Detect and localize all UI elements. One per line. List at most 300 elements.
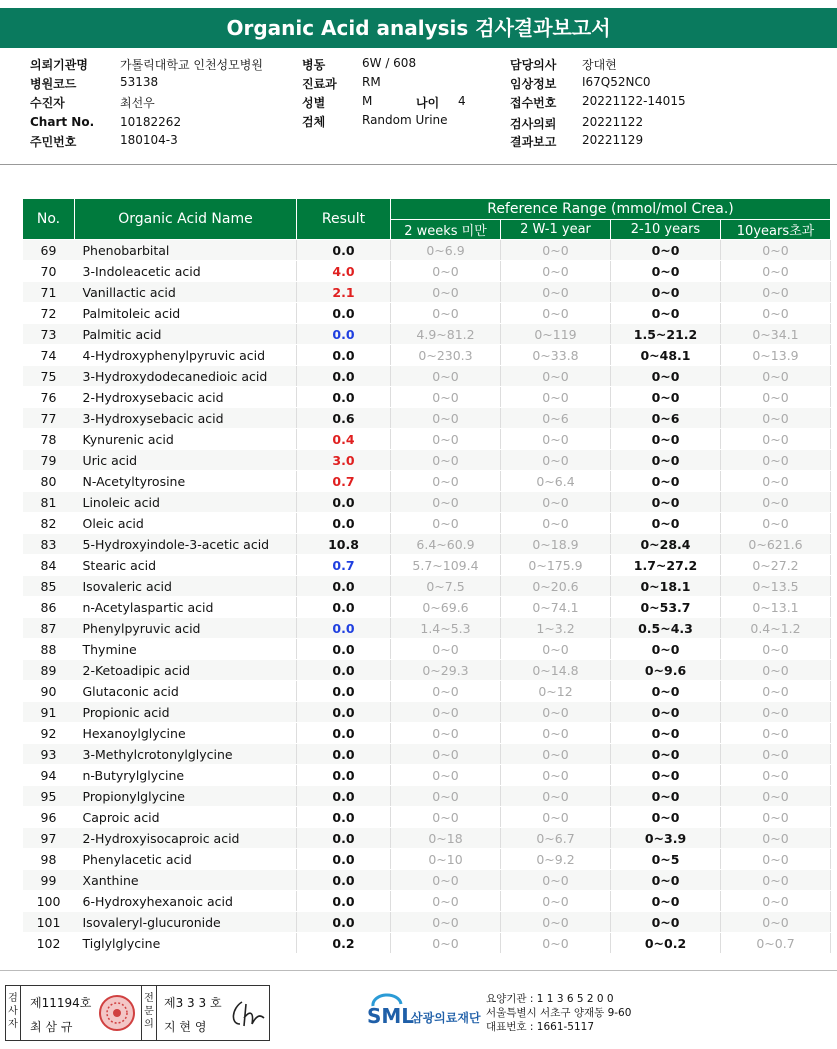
row-number: 78 [23, 429, 75, 450]
range-under-2-weeks: 0~6.9 [391, 240, 501, 261]
range-under-2-weeks: 0~0 [391, 282, 501, 303]
range-2w-1y: 0~0 [501, 786, 611, 807]
row-number: 99 [23, 870, 75, 891]
inspector-label: 검 사 자 [6, 986, 21, 1040]
header-reference-range: Reference Range (mmol/mol Crea.) [391, 199, 831, 220]
table-row [23, 576, 831, 597]
logo-text: SML [367, 1004, 415, 1028]
receipt-label: 접수번호 [510, 96, 557, 110]
hospital-code-value: 53138 [120, 75, 159, 89]
range-2w-1y: 0~0 [501, 891, 611, 912]
row-number: 88 [23, 639, 75, 660]
result-value: 0.0 [297, 912, 391, 933]
acid-name: Stearic acid [75, 555, 297, 576]
acid-name: Phenylacetic acid [75, 849, 297, 870]
result-value: 0.0 [297, 639, 391, 660]
range-2-10y: 0~0 [611, 261, 721, 282]
sex-value: M [362, 94, 373, 108]
acid-name: Tiglylglycine [75, 933, 297, 954]
acid-name: Vanillactic acid [75, 282, 297, 303]
range-under-2-weeks: 5.7~109.4 [391, 555, 501, 576]
table-row [23, 597, 831, 618]
acid-name: 3-Hydroxysebacic acid [75, 408, 297, 429]
table-row [23, 933, 831, 954]
range-2w-1y: 0~6.4 [501, 471, 611, 492]
range-under-2-weeks: 0~0 [391, 261, 501, 282]
range-over-10y: 0~0 [721, 240, 831, 261]
range-under-2-weeks: 0~0 [391, 639, 501, 660]
range-2-10y: 0~53.7 [611, 597, 721, 618]
result-value: 0.0 [297, 723, 391, 744]
range-under-2-weeks: 0~0 [391, 681, 501, 702]
range-under-2-weeks: 0~0 [391, 723, 501, 744]
range-2-10y: 0~9.6 [611, 660, 721, 681]
table-row [23, 345, 831, 366]
row-number: 89 [23, 660, 75, 681]
acid-name: 3-Hydroxydodecanedioic acid [75, 366, 297, 387]
acid-name: Palmitic acid [75, 324, 297, 345]
result-value: 0.0 [297, 345, 391, 366]
row-number: 93 [23, 744, 75, 765]
range-over-10y: 0~0 [721, 681, 831, 702]
row-number: 72 [23, 303, 75, 324]
range-2w-1y: 0~0 [501, 513, 611, 534]
range-over-10y: 0~0 [721, 828, 831, 849]
result-value: 0.0 [297, 849, 391, 870]
range-2w-1y: 0~0 [501, 492, 611, 513]
result-value: 0.0 [297, 240, 391, 261]
row-number: 95 [23, 786, 75, 807]
table-row [23, 618, 831, 639]
row-number: 84 [23, 555, 75, 576]
result-value: 0.7 [297, 471, 391, 492]
result-value: 0.0 [297, 891, 391, 912]
range-over-10y: 0~0 [721, 807, 831, 828]
row-number: 70 [23, 261, 75, 282]
range-2-10y: 0~0 [611, 303, 721, 324]
range-2w-1y: 0~0 [501, 282, 611, 303]
row-number: 92 [23, 723, 75, 744]
range-under-2-weeks: 0~7.5 [391, 576, 501, 597]
report-value: 20221129 [582, 133, 644, 147]
range-2-10y: 1.7~27.2 [611, 555, 721, 576]
table-row [23, 702, 831, 723]
row-number: 94 [23, 765, 75, 786]
acid-name: Isovaleryl-glucuronide [75, 912, 297, 933]
range-under-2-weeks: 0~0 [391, 387, 501, 408]
range-2w-1y: 0~74.1 [501, 597, 611, 618]
result-value: 0.0 [297, 492, 391, 513]
signature-icon [228, 996, 266, 1032]
row-number: 76 [23, 387, 75, 408]
patient-value: 최선우 [120, 96, 155, 110]
range-2-10y: 0~0 [611, 513, 721, 534]
range-2w-1y: 0~175.9 [501, 555, 611, 576]
chart-label: Chart No. [30, 115, 95, 129]
range-over-10y: 0~0 [721, 639, 831, 660]
range-2-10y: 0~5 [611, 849, 721, 870]
range-over-10y: 0~0 [721, 891, 831, 912]
resident-label: 주민번호 [30, 135, 77, 149]
range-under-2-weeks: 0~10 [391, 849, 501, 870]
result-value: 0.0 [297, 387, 391, 408]
range-over-10y: 0~0 [721, 471, 831, 492]
range-under-2-weeks: 0~0 [391, 744, 501, 765]
result-value: 0.0 [297, 702, 391, 723]
acid-name: Xanthine [75, 870, 297, 891]
range-2-10y: 0~0 [611, 639, 721, 660]
range-2w-1y: 0~6 [501, 408, 611, 429]
acid-name: Thymine [75, 639, 297, 660]
result-value: 0.0 [297, 681, 391, 702]
range-2-10y: 0~48.1 [611, 345, 721, 366]
range-over-10y: 0~0 [721, 282, 831, 303]
range-2w-1y: 0~0 [501, 723, 611, 744]
range-2-10y: 0~18.1 [611, 576, 721, 597]
range-2-10y: 0~0 [611, 702, 721, 723]
range-2w-1y: 0~0 [501, 429, 611, 450]
range-2-10y: 0~0.2 [611, 933, 721, 954]
range-2-10y: 0~0 [611, 870, 721, 891]
specialist-name: 지 현 영 [164, 1020, 207, 1034]
specimen-value: Random Urine [362, 113, 448, 127]
acid-name: 2-Ketoadipic acid [75, 660, 297, 681]
acid-name: Isovaleric acid [75, 576, 297, 597]
result-value: 0.0 [297, 744, 391, 765]
row-number: 83 [23, 534, 75, 555]
doctor-value: 장대현 [582, 58, 617, 72]
specialist-id: 제3 3 3 호 [164, 996, 222, 1010]
age-label: 나이 [416, 96, 440, 110]
table-row [23, 807, 831, 828]
range-under-2-weeks: 0~0 [391, 786, 501, 807]
range-2-10y: 0~0 [611, 723, 721, 744]
range-2-10y: 0~0 [611, 240, 721, 261]
range-over-10y: 0~0 [721, 492, 831, 513]
range-2w-1y: 0~0 [501, 387, 611, 408]
range-2w-1y: 0~0 [501, 702, 611, 723]
range-2w-1y: 0~12 [501, 681, 611, 702]
range-under-2-weeks: 0~0 [391, 891, 501, 912]
result-value: 2.1 [297, 282, 391, 303]
divider [0, 164, 837, 165]
institution-code: 요양기관 : 1 1 3 6 5 2 0 0 [486, 993, 614, 1005]
row-number: 101 [23, 912, 75, 933]
range-over-10y: 0~13.1 [721, 597, 831, 618]
range-2-10y: 0~0 [611, 387, 721, 408]
age-value: 4 [458, 94, 466, 108]
range-2w-1y: 0~6.7 [501, 828, 611, 849]
row-number: 79 [23, 450, 75, 471]
table-row [23, 324, 831, 345]
range-2-10y: 0~28.4 [611, 534, 721, 555]
table-row [23, 639, 831, 660]
dept-label: 진료과 [302, 77, 337, 91]
row-number: 98 [23, 849, 75, 870]
table-row [23, 366, 831, 387]
range-2w-1y: 0~0 [501, 744, 611, 765]
range-over-10y: 0.4~1.2 [721, 618, 831, 639]
range-2w-1y: 0~33.8 [501, 345, 611, 366]
dept-value: RM [362, 75, 381, 89]
row-number: 75 [23, 366, 75, 387]
acid-name: Palmitoleic acid [75, 303, 297, 324]
range-2-10y: 0~0 [611, 471, 721, 492]
range-2-10y: 0~0 [611, 786, 721, 807]
table-row [23, 471, 831, 492]
table-row [23, 282, 831, 303]
signature-box [5, 985, 270, 1041]
specialist-label: 전 문 의 [141, 986, 157, 1040]
row-number: 97 [23, 828, 75, 849]
acid-name: Propionylglycine [75, 786, 297, 807]
acid-name: 2-Hydroxysebacic acid [75, 387, 297, 408]
table-row [23, 744, 831, 765]
table-row [23, 492, 831, 513]
range-over-10y: 0~0 [721, 261, 831, 282]
range-under-2-weeks: 6.4~60.9 [391, 534, 501, 555]
resident-value: 180104-3 [120, 133, 178, 147]
patient-info [30, 56, 810, 156]
header-result: Result [297, 199, 391, 240]
row-number: 81 [23, 492, 75, 513]
table-row [23, 429, 831, 450]
report-title: Organic Acid analysis 검사결과보고서 [0, 8, 837, 48]
result-value: 0.0 [297, 303, 391, 324]
range-under-2-weeks: 0~0 [391, 408, 501, 429]
range-over-10y: 0~0 [721, 387, 831, 408]
range-over-10y: 0~0 [721, 660, 831, 681]
acid-name: Linoleic acid [75, 492, 297, 513]
table-row [23, 261, 831, 282]
range-under-2-weeks: 0~18 [391, 828, 501, 849]
range-2-10y: 0.5~4.3 [611, 618, 721, 639]
range-over-10y: 0~0 [721, 870, 831, 891]
acid-name: n-Acetylaspartic acid [75, 597, 297, 618]
result-value: 3.0 [297, 450, 391, 471]
range-2w-1y: 0~20.6 [501, 576, 611, 597]
result-value: 0.0 [297, 870, 391, 891]
range-2w-1y: 0~0 [501, 807, 611, 828]
acid-name: 4-Hydroxyphenylpyruvic acid [75, 345, 297, 366]
range-2w-1y: 0~0 [501, 765, 611, 786]
header-range-2w-1y: 2 W-1 year [501, 220, 611, 240]
table-row [23, 828, 831, 849]
row-number: 85 [23, 576, 75, 597]
row-number: 69 [23, 240, 75, 261]
inspector-id: 제11194호 [30, 996, 92, 1010]
acid-name: 5-Hydroxyindole-3-acetic acid [75, 534, 297, 555]
range-2w-1y: 0~0 [501, 303, 611, 324]
range-over-10y: 0~0.7 [721, 933, 831, 954]
row-number: 71 [23, 282, 75, 303]
header-range-under-2-weeks: 2 weeks 미만 [391, 220, 501, 240]
acid-name: Propionic acid [75, 702, 297, 723]
ward-label: 병동 [302, 58, 326, 72]
range-under-2-weeks: 4.9~81.2 [391, 324, 501, 345]
result-value: 0.0 [297, 765, 391, 786]
result-value: 0.0 [297, 618, 391, 639]
range-2w-1y: 0~0 [501, 450, 611, 471]
range-over-10y: 0~0 [721, 765, 831, 786]
range-2w-1y: 0~0 [501, 933, 611, 954]
range-over-10y: 0~0 [721, 366, 831, 387]
header-name: Organic Acid Name [75, 199, 297, 240]
result-value: 4.0 [297, 261, 391, 282]
header-range-over-10y: 10years초과 [721, 220, 831, 240]
institution-value: 가톨릭대학교 인천성모병원 [120, 58, 263, 72]
row-number: 100 [23, 891, 75, 912]
result-value: 0.0 [297, 807, 391, 828]
result-value: 0.0 [297, 366, 391, 387]
result-value: 0.0 [297, 576, 391, 597]
hospital-code-label: 병원코드 [30, 77, 77, 91]
acid-name: Glutaconic acid [75, 681, 297, 702]
range-under-2-weeks: 0~0 [391, 912, 501, 933]
doctor-label: 담당의사 [510, 58, 557, 72]
range-2-10y: 0~0 [611, 891, 721, 912]
acid-name: 3-Indoleacetic acid [75, 261, 297, 282]
result-value: 0.7 [297, 555, 391, 576]
range-over-10y: 0~0 [721, 912, 831, 933]
range-under-2-weeks: 0~0 [391, 450, 501, 471]
range-2-10y: 0~3.9 [611, 828, 721, 849]
acid-name: 6-Hydroxyhexanoic acid [75, 891, 297, 912]
row-number: 87 [23, 618, 75, 639]
range-over-10y: 0~0 [721, 513, 831, 534]
result-value: 0.6 [297, 408, 391, 429]
range-under-2-weeks: 0~0 [391, 492, 501, 513]
table-row [23, 534, 831, 555]
range-2w-1y: 0~0 [501, 639, 611, 660]
range-over-10y: 0~0 [721, 786, 831, 807]
header-no: No. [23, 199, 75, 240]
row-number: 96 [23, 807, 75, 828]
range-under-2-weeks: 0~0 [391, 702, 501, 723]
acid-name: Uric acid [75, 450, 297, 471]
result-value: 0.4 [297, 429, 391, 450]
row-number: 102 [23, 933, 75, 954]
inspector-name: 최 삼 규 [30, 1020, 73, 1034]
clinical-value: I67Q52NC0 [582, 75, 651, 89]
row-number: 74 [23, 345, 75, 366]
range-2-10y: 0~0 [611, 429, 721, 450]
range-under-2-weeks: 0~0 [391, 303, 501, 324]
range-2-10y: 0~0 [611, 492, 721, 513]
row-number: 80 [23, 471, 75, 492]
range-2w-1y: 0~0 [501, 240, 611, 261]
result-value: 0.0 [297, 786, 391, 807]
request-label: 검사의뢰 [510, 117, 557, 131]
result-value: 0.0 [297, 513, 391, 534]
range-over-10y: 0~27.2 [721, 555, 831, 576]
receipt-value: 20221122-14015 [582, 94, 686, 108]
inspector-seal-icon [98, 994, 136, 1032]
range-over-10y: 0~0 [721, 303, 831, 324]
range-2w-1y: 0~0 [501, 261, 611, 282]
result-value: 0.0 [297, 828, 391, 849]
row-number: 90 [23, 681, 75, 702]
acid-name: Phenobarbital [75, 240, 297, 261]
acid-name: n-Butyrylglycine [75, 765, 297, 786]
phone: 대표번호 : 1661-5117 [486, 1021, 595, 1033]
range-2w-1y: 0~0 [501, 912, 611, 933]
sex-label: 성별 [302, 96, 326, 110]
range-under-2-weeks: 0~230.3 [391, 345, 501, 366]
range-2w-1y: 1~3.2 [501, 618, 611, 639]
result-value: 0.0 [297, 324, 391, 345]
result-value: 0.2 [297, 933, 391, 954]
table-row [23, 660, 831, 681]
header-range-2-10y: 2-10 years [611, 220, 721, 240]
acid-name: Kynurenic acid [75, 429, 297, 450]
specimen-label: 검체 [302, 115, 326, 129]
results-table [22, 198, 831, 954]
range-under-2-weeks: 0~0 [391, 870, 501, 891]
range-over-10y: 0~0 [721, 450, 831, 471]
table-row [23, 912, 831, 933]
table-row [23, 387, 831, 408]
range-2w-1y: 0~18.9 [501, 534, 611, 555]
chart-value: 10182262 [120, 115, 182, 129]
row-number: 86 [23, 597, 75, 618]
range-under-2-weeks: 0~0 [391, 765, 501, 786]
table-row [23, 891, 831, 912]
result-value: 10.8 [297, 534, 391, 555]
result-value: 0.0 [297, 660, 391, 681]
range-under-2-weeks: 1.4~5.3 [391, 618, 501, 639]
table-row [23, 555, 831, 576]
range-2w-1y: 0~14.8 [501, 660, 611, 681]
range-under-2-weeks: 0~0 [391, 933, 501, 954]
acid-name: Phenylpyruvic acid [75, 618, 297, 639]
range-2-10y: 0~0 [611, 681, 721, 702]
range-over-10y: 0~0 [721, 408, 831, 429]
range-2-10y: 0~0 [611, 912, 721, 933]
range-under-2-weeks: 0~0 [391, 807, 501, 828]
range-2w-1y: 0~9.2 [501, 849, 611, 870]
range-over-10y: 0~621.6 [721, 534, 831, 555]
range-2-10y: 0~0 [611, 366, 721, 387]
acid-name: 3-Methylcrotonylglycine [75, 744, 297, 765]
range-over-10y: 0~0 [721, 702, 831, 723]
table-row [23, 870, 831, 891]
acid-name: Caproic acid [75, 807, 297, 828]
table-row [23, 723, 831, 744]
range-2-10y: 0~0 [611, 282, 721, 303]
company-address [486, 992, 631, 1034]
range-2-10y: 0~0 [611, 807, 721, 828]
range-2-10y: 0~0 [611, 450, 721, 471]
clinical-label: 임상정보 [510, 77, 557, 91]
range-over-10y: 0~34.1 [721, 324, 831, 345]
request-value: 20221122 [582, 115, 644, 129]
result-value: 0.0 [297, 597, 391, 618]
institution-label: 의뢰기관명 [30, 58, 88, 72]
range-2-10y: 1.5~21.2 [611, 324, 721, 345]
table-row [23, 786, 831, 807]
acid-name: Oleic acid [75, 513, 297, 534]
row-number: 91 [23, 702, 75, 723]
range-over-10y: 0~13.5 [721, 576, 831, 597]
address: 서울특별시 서초구 양재동 9-60 [486, 1007, 632, 1019]
range-over-10y: 0~0 [721, 849, 831, 870]
range-under-2-weeks: 0~69.6 [391, 597, 501, 618]
table-row [23, 765, 831, 786]
range-2w-1y: 0~0 [501, 870, 611, 891]
range-2-10y: 0~6 [611, 408, 721, 429]
range-over-10y: 0~0 [721, 429, 831, 450]
